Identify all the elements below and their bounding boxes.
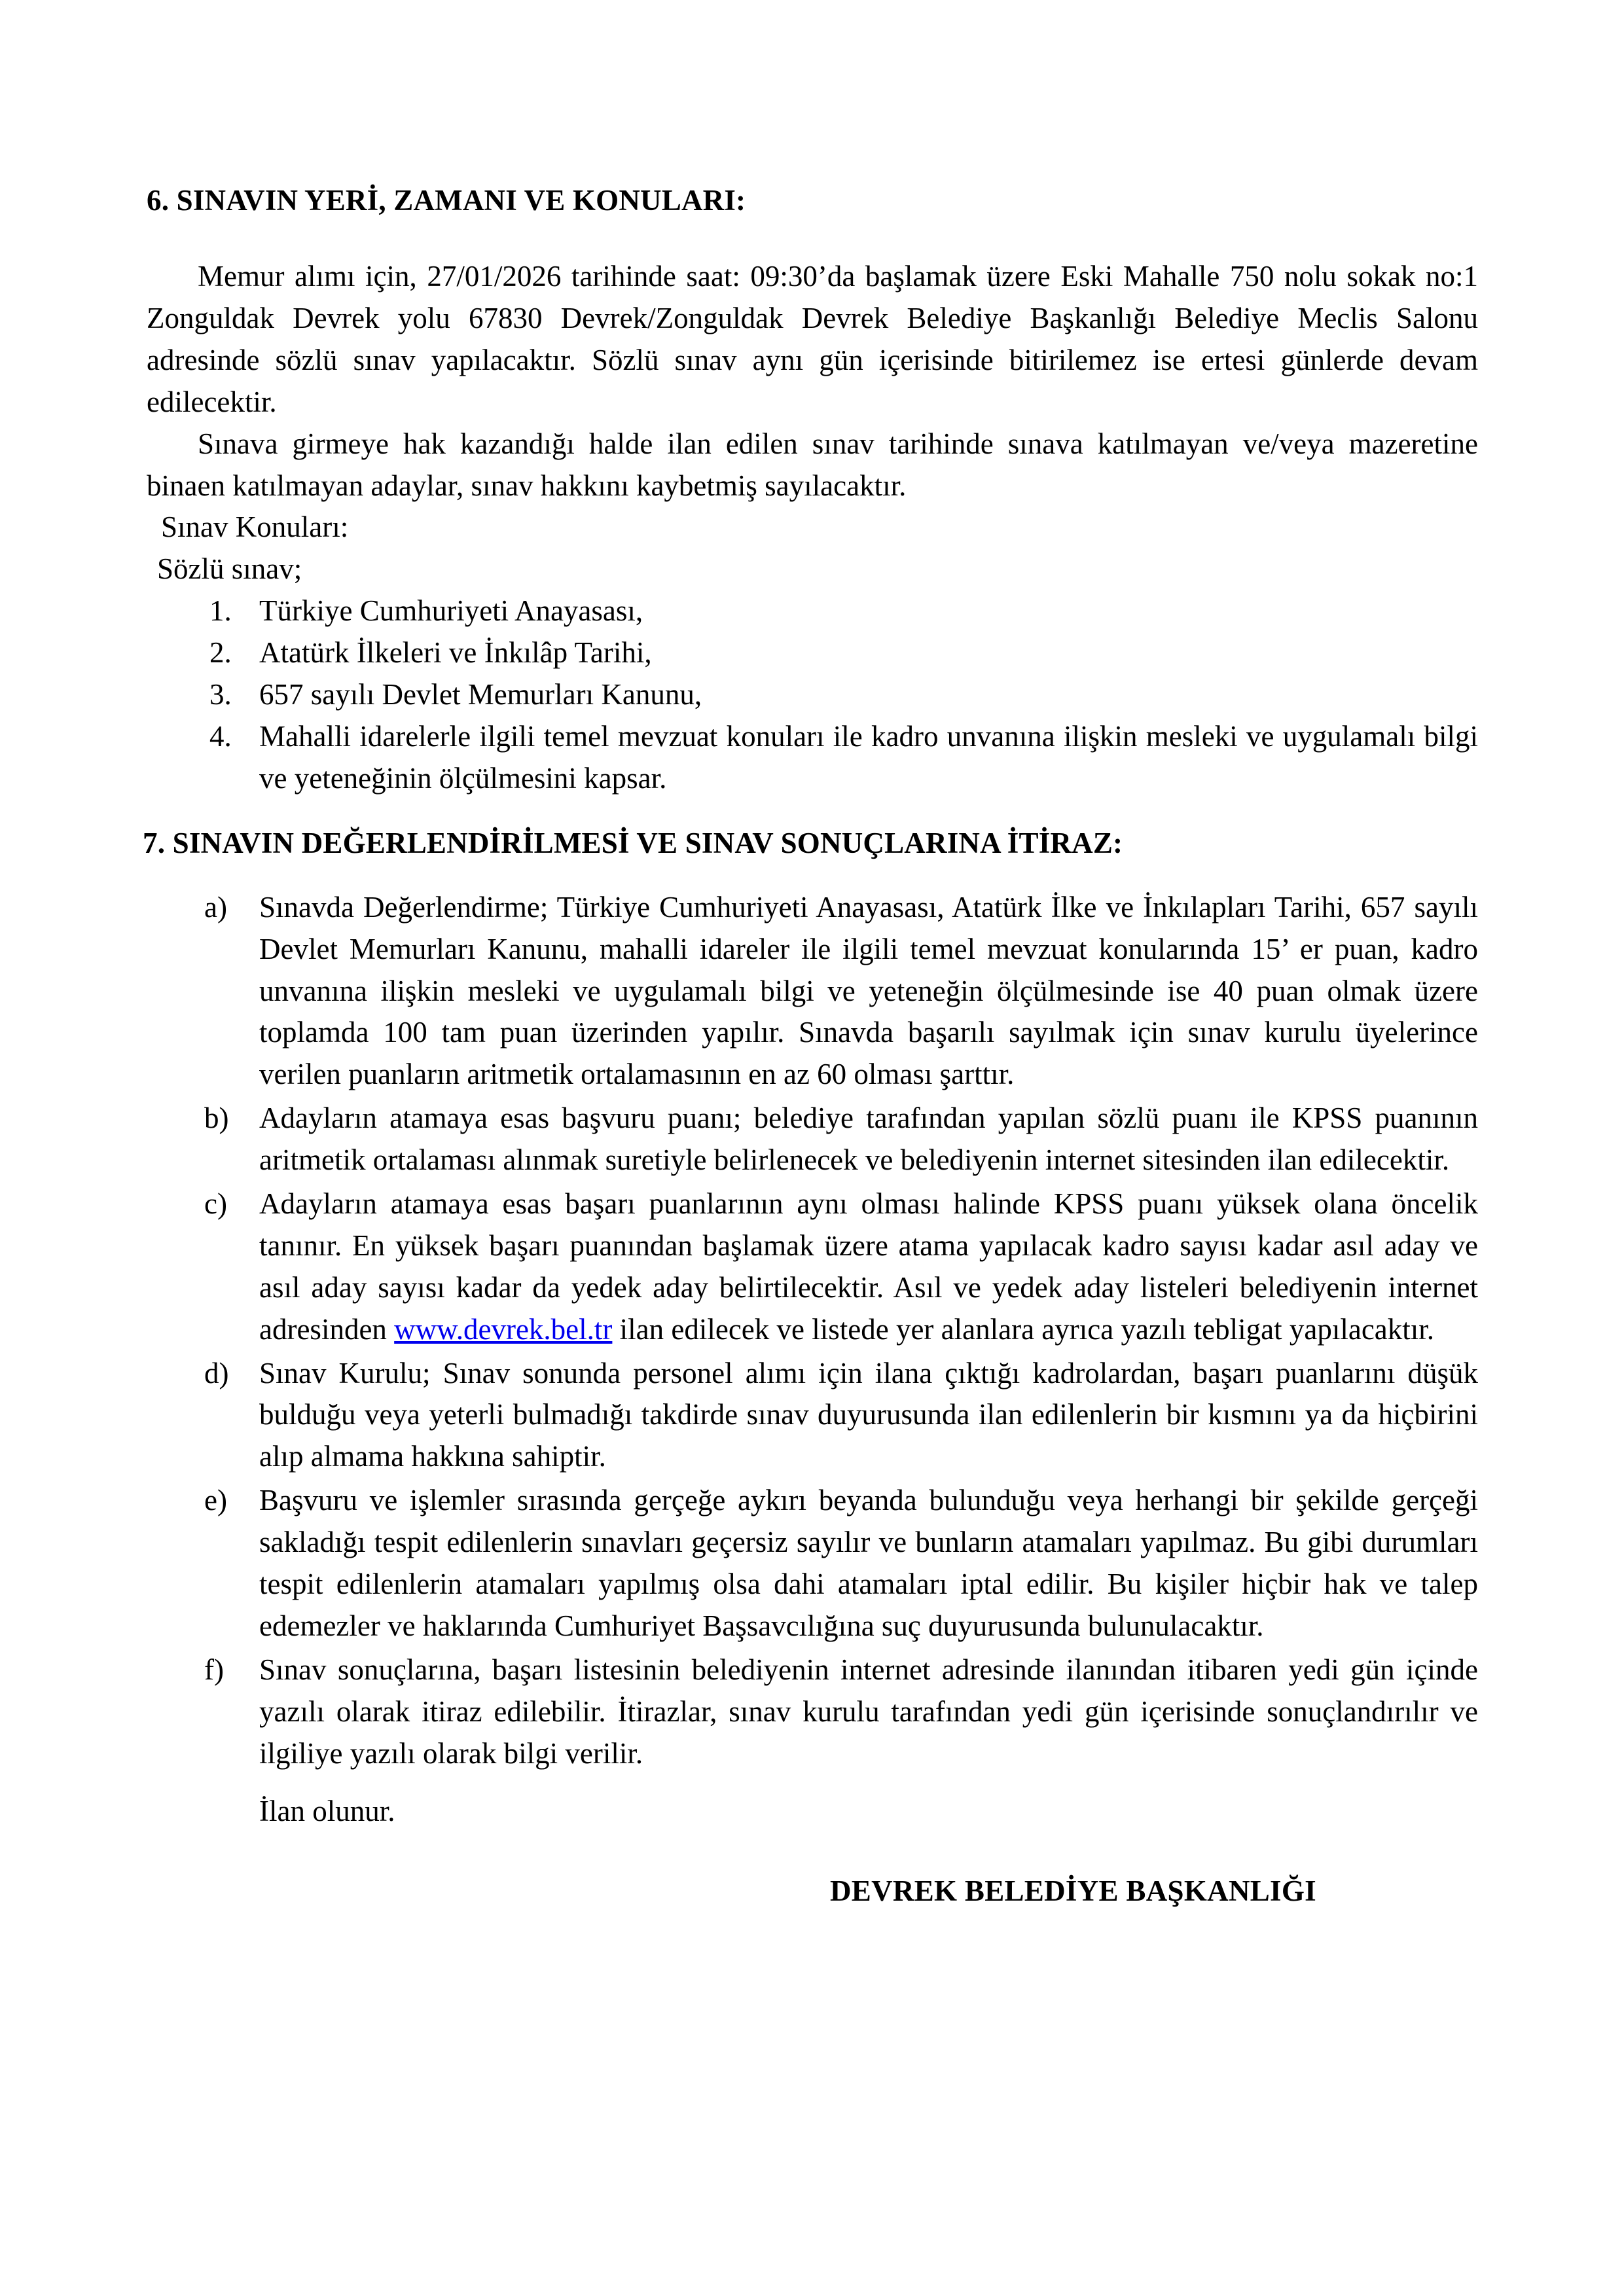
list-marker: c) xyxy=(204,1187,227,1220)
list-item xyxy=(147,887,1478,1096)
exam-topics-list xyxy=(147,590,1478,799)
list-item xyxy=(147,1353,1478,1479)
list-marker: b) xyxy=(204,1102,229,1135)
spacer xyxy=(147,1833,1478,1871)
list-marker: a) xyxy=(204,890,227,924)
list-item xyxy=(147,1649,1478,1775)
list-item-text: Sınav sonuçlarına, başarı listesinin belediyenin internet adresinde ilanından itibaren yedi gün içinde yazılı olarak itiraz edilebilir. İtirazlar, sınav kurulu tarafından yedi gün içerisinde sonuçlandırılır ve ilgiliye yazılı olarak bilgi verilir. xyxy=(259,1653,1478,1770)
list-item-text: Atatürk İlkeleri ve İnkılâp Tarihi, xyxy=(259,636,652,670)
announcement-line: İlan olunur. xyxy=(259,1795,395,1828)
list-item xyxy=(147,716,1478,800)
section-6-heading: 6. SINAVIN YERİ, ZAMANI VE KONULARI: xyxy=(147,184,746,217)
list-item-text: 657 sayılı Devlet Memurları Kanunu, xyxy=(259,678,702,711)
list-marker: e) xyxy=(204,1484,227,1517)
list-marker: 1. xyxy=(209,594,232,628)
list-item-text: Mahalli idarelerle ilgili temel mevzuat konuları ile kadro unvanına ilişkin mesleki ve uygulamalı bilgi ve yeteneğinin ölçülmesini kapsar. xyxy=(259,719,1478,795)
list-item xyxy=(147,1183,1478,1351)
list-item xyxy=(147,1480,1478,1647)
spacer xyxy=(147,218,1478,256)
signature-line: DEVREK BELEDİYE BAŞKANLIĞI xyxy=(830,1874,1316,1908)
list-marker: 3. xyxy=(209,678,232,711)
spacer xyxy=(147,800,1478,826)
list-item-text: Başvuru ve işlemler sırasında gerçeğe aykırı beyanda bulunduğu veya herhangi bir şekilde gerçeği sakladığı tespit edilenlerin sınavları geçersiz sayılır ve bunların atamaları yapılmaz. Bu gibi durumları tespit edilenlerin atamaları yapılmış olsa dahi atamaları iptal edilir. Bu kişiler hiçbir hak ve talep edemezler ve haklarında Cumhuriyet Başsavcılığına suç duyurusunda bulunulacaktır. xyxy=(259,1484,1478,1642)
list-item xyxy=(147,590,1478,632)
list-item-text: Sınav Kurulu; Sınav sonunda personel alımı için ilana çıktığı kadrolardan, başarı puanlarını düşük bulduğu veya yeterli bulmadığı takdirde sınav duyurusunda ilan edilenlerin bir kısmını ya da hiçbirini alıp almama hakkına sahiptir. xyxy=(259,1356,1478,1473)
exam-subjects-label: Sınav Konuları: xyxy=(161,511,349,544)
section-6-paragraph-1: Memur alımı için, 27/01/2026 tarihinde saat: 09:30’da başlamak üzere Eski Mahalle 750 nolu sokak no:1 Zonguldak Devrek yolu 67830 Devrek/Zonguldak Devrek Belediye Başkanlığı Belediye Meclis Salonu adresinde sözlü sınav yapılacaktır. Sözlü sınav aynı gün içerisinde bitirilemez ise ertesi günlerde devam edilecektir. xyxy=(147,260,1478,418)
document-content xyxy=(143,183,1478,1912)
list-marker: 4. xyxy=(209,719,232,753)
section-6-paragraph-2: Sınava girmeye hak kazandığı halde ilan edilen sınav tarihinde sınava katılmayan ve/veya mazeretine binaen katılmayan adaylar, sınav hakkını kaybetmiş sayılacaktır. xyxy=(147,427,1478,502)
devrek-website-link[interactable]: www.devrek.bel.tr xyxy=(394,1312,613,1346)
list-item xyxy=(147,674,1478,716)
oral-exam-label: Sözlü sınav; xyxy=(157,552,302,586)
spacer xyxy=(147,861,1478,887)
list-item-text: Türkiye Cumhuriyeti Anayasası, xyxy=(259,594,643,628)
list-marker: d) xyxy=(204,1356,229,1390)
spacer xyxy=(147,1776,1478,1791)
list-item-text-after-link: ilan edilecek ve listede yer alanlara ayrıca yazılı tebligat yapılacaktır. xyxy=(612,1312,1435,1346)
list-item-text-before-link: Adayların atamaya esas başarı puanlarının aynı olması halinde KPSS puanı yüksek olana öncelik tanınır. En yüksek başarı puanından başlamak üzere atama yapılacak kadro sayısı kadar asıl aday ve asıl aday sayısı kadar da yedek aday belirtilecektir. Asıl ve yedek aday listeleri belediyenin internet adresinden xyxy=(259,1187,1478,1346)
list-item xyxy=(147,1098,1478,1181)
list-item-text: Sınavda Değerlendirme; Türkiye Cumhuriyeti Anayasası, Atatürk İlke ve İnkılapları Tarihi, 657 sayılı Devlet Memurları Kanunu, mahalli idareler ile ilgili temel mevzuat konularında 15’ er puan, kadro unvanına ilişkin mesleki ve uygulamalı bilgi ve yeteneğin ölçülmesinde ise 40 puan olmak üzere toplamda 100 tam puan üzerinden yapılır. Sınavda başarılı sayılmak için sınav kurulu üyelerince verilen puanların aritmetik ortalamasının en az 60 olması şarttır. xyxy=(259,890,1478,1091)
section-7-items-list xyxy=(147,887,1478,1775)
list-marker: f) xyxy=(204,1653,224,1686)
section-7-heading: 7. SINAVIN DEĞERLENDİRİLMESİ VE SINAV SONUÇLARINA İTİRAZ: xyxy=(143,826,1123,859)
list-item-text: Adayların atamaya esas başvuru puanı; belediye tarafından yapılan sözlü puanı ile KPSS puanının aritmetik ortalaması alınmak suretiyle belirlenecek ve belediyenin internet sitesinden ilan edilecektir. xyxy=(259,1102,1478,1177)
list-item xyxy=(147,632,1478,674)
list-marker: 2. xyxy=(209,636,232,670)
